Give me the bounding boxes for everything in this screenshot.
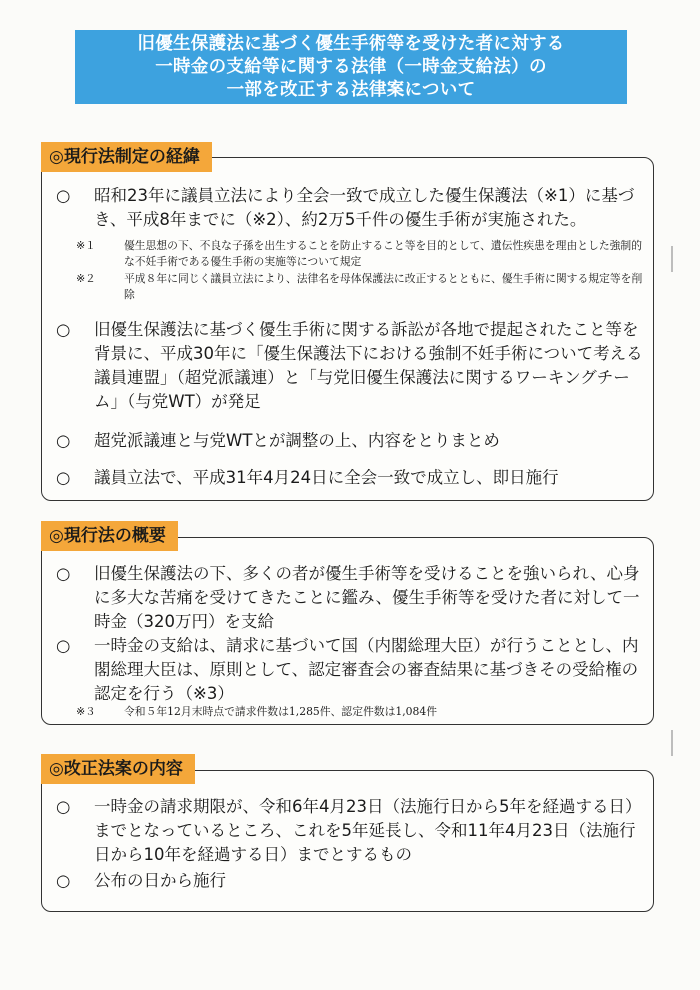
document-title <box>75 30 627 104</box>
list-item <box>56 429 643 453</box>
title-line-1: 旧優生保護法に基づく優生手術等を受けた者に対する <box>137 33 565 54</box>
scan-artifact-mark <box>671 730 673 756</box>
item-text: 一時金の支給は、請求に基づいて国（内閣総理大臣）が行うこととし、内閣総理大臣は、原則として、認定審査会の審査結果に基づきその受給権の認定を行う（※3） <box>94 636 639 703</box>
item-text: 一時金の請求期限が、令和6年4月23日（法施行日から5年を経過する日）までとなっているところ、これを5年延長し、令和11年4月23日（法施行日から10年を経過する日）までとするもの <box>94 797 642 864</box>
footnote-text: 優生思想の下、不良な子孫を出生することを防止すること等を目的として、遺伝性疾患を理由とした強制的な不妊手術である優生手術の実施等について規定 <box>124 239 643 268</box>
footnote-mark: ※２ <box>76 272 96 285</box>
bullet-circle-icon: ○ <box>56 431 71 450</box>
list-item <box>56 634 643 706</box>
footnote <box>76 271 645 303</box>
section-label-enactment-background: ◎現行法制定の経緯 <box>41 142 212 172</box>
section-box-amendment-content <box>41 770 654 912</box>
section-box-current-law-overview <box>41 537 654 725</box>
item-text: 議員立法で、平成31年4月24日に全会一致で成立し、即日施行 <box>94 468 559 487</box>
list-item <box>56 466 643 490</box>
title-line-3: 一部を改正する法律案について <box>226 79 476 100</box>
item-text: 超党派議連と与党WTとが調整の上、内容をとりまとめ <box>94 431 500 450</box>
item-text: 旧優生保護法の下、多くの者が優生手術等を受けることを強いられ、心身に多大な苦痛を受けてきたことに鑑み、優生手術等を受けた者に対して一時金（320万円）を支給 <box>94 564 640 631</box>
list-item <box>56 869 643 893</box>
item-text: 昭和23年に議員立法により全会一致で成立した優生保護法（※1）に基づき、平成8年までに（※2）、約2万5千件の優生手術が実施された。 <box>94 186 635 229</box>
item-text: 公布の日から施行 <box>94 871 226 890</box>
section-label-current-law-overview: ◎現行法の概要 <box>41 521 178 551</box>
title-line-2: 一時金の支給等に関する法律（一時金支給法）の <box>155 56 547 77</box>
footnote-mark: ※１ <box>76 239 96 252</box>
section-box-enactment-background <box>41 157 654 501</box>
bullet-circle-icon: ○ <box>56 320 71 339</box>
list-item <box>56 184 643 232</box>
list-item <box>56 562 643 634</box>
footnote-text: 平成８年に同じく議員立法により、法律名を母体保護法に改正するとともに、優生手術に関する規定等を削除 <box>124 272 643 301</box>
section-label-amendment-content: ◎改正法案の内容 <box>41 754 195 784</box>
list-item <box>56 795 643 867</box>
scan-artifact-mark <box>671 246 673 272</box>
footnote <box>76 238 645 270</box>
bullet-circle-icon: ○ <box>56 797 71 816</box>
footnote-mark: ※３ <box>76 705 96 718</box>
footnote-text: 令和５年12月末時点で請求件数は1,285件、認定件数は1,084件 <box>124 705 438 718</box>
item-text: 旧優生保護法に基づく優生手術に関する訴訟が各地で提起されたこと等を背景に、平成30年に「優生保護法下における強制不妊手術について考える議員連盟」（超党派議連）と「与党旧優生保護法に関するワーキングチーム」（与党WT）が発足 <box>94 320 643 411</box>
bullet-circle-icon: ○ <box>56 636 71 655</box>
bullet-circle-icon: ○ <box>56 871 71 890</box>
bullet-circle-icon: ○ <box>56 564 71 583</box>
bullet-circle-icon: ○ <box>56 468 71 487</box>
bullet-circle-icon: ○ <box>56 186 71 205</box>
list-item <box>56 318 643 414</box>
footnote <box>76 704 645 720</box>
